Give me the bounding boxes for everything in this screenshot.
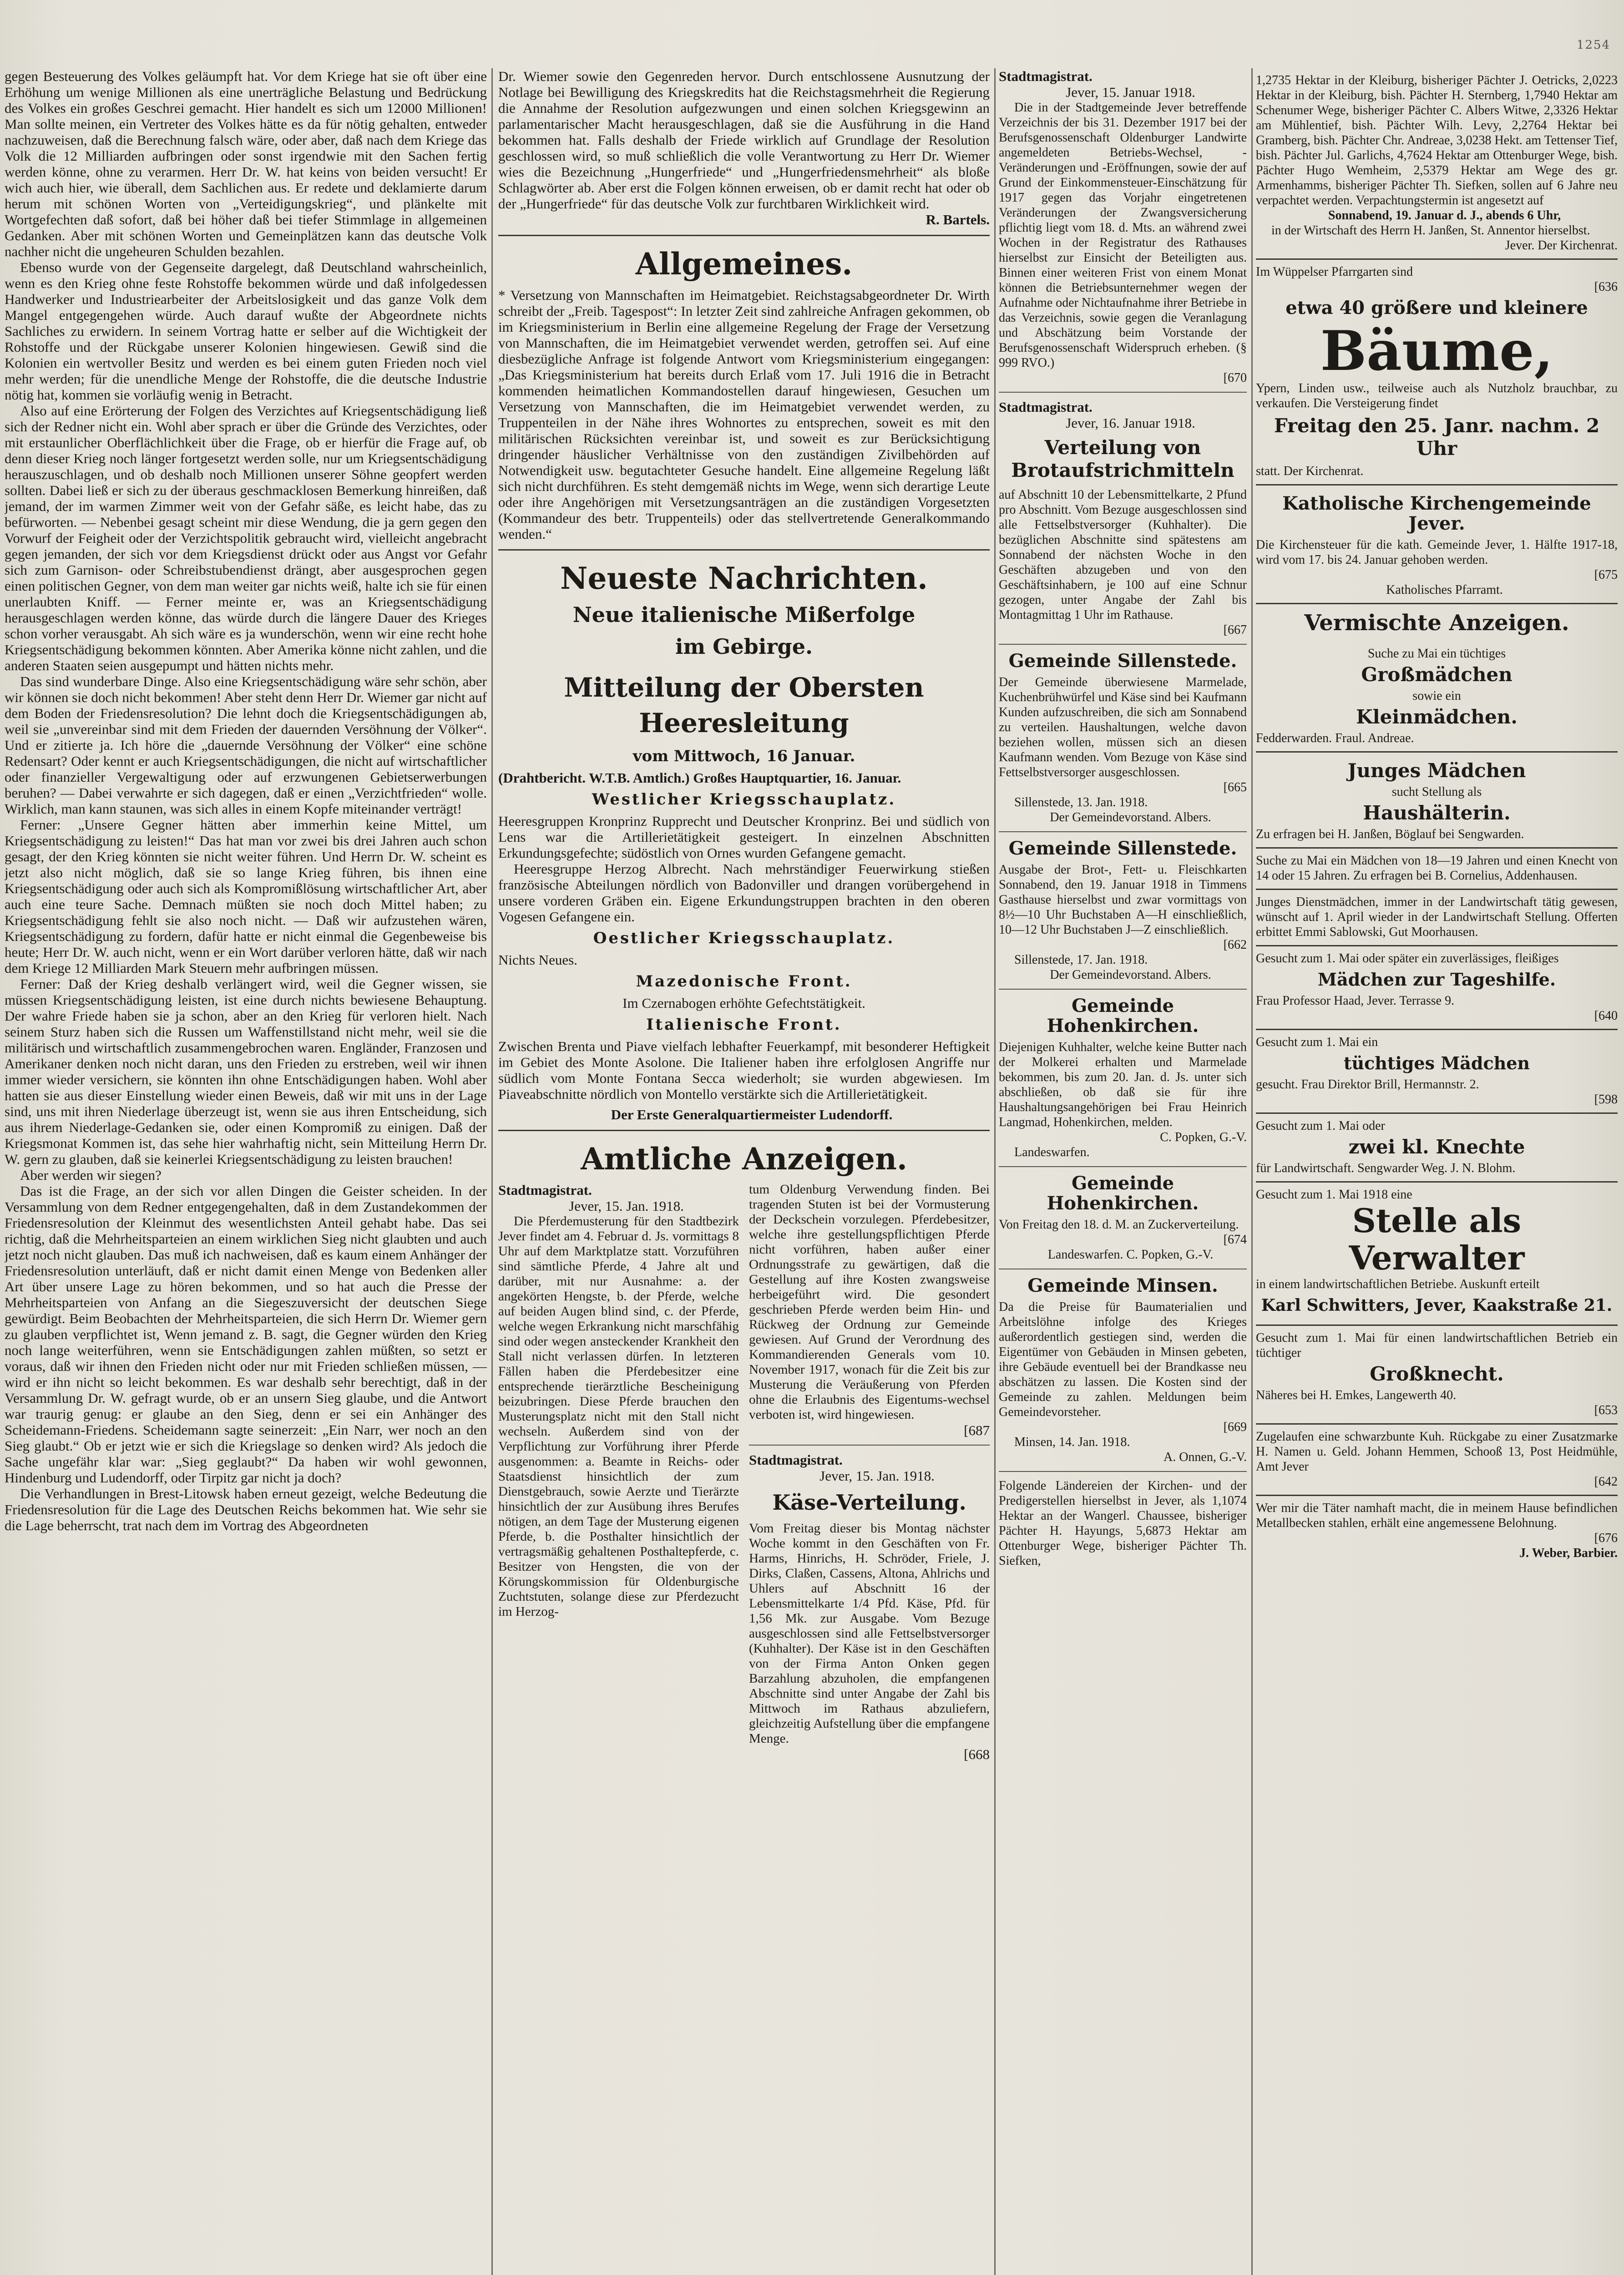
- section-title-vermischte: Vermischte Anzeigen.: [1304, 610, 1569, 636]
- classified-ad: [1256, 1114, 1618, 1183]
- notice-ref: [687: [964, 1422, 990, 1438]
- ad-signature: Jever. Der Kirchenrat.: [1505, 238, 1618, 253]
- front-report: Im Czernabogen erhöhte Gefechtstätigkeit.: [622, 995, 865, 1011]
- article-paragraph: Aber werden wir siegen?: [20, 1167, 162, 1183]
- divider: [999, 644, 1247, 645]
- ad-heading: Junges Mädchen: [1347, 759, 1526, 782]
- notice-title: Käse-Verteilung.: [772, 1490, 966, 1515]
- church-tax-ad: [1256, 485, 1618, 604]
- ad-heading: tüchtiges Mädchen: [1343, 1053, 1530, 1073]
- front-report: Heeresgruppe Herzog Albrecht. Nach mehrständiger Feuerwirkung stießen französische Abteilungen nördlich von Badonviller und drangen vorübergehend in unsere vorderen Gräben ein. Eigene Erkundungstruppen brachten in den oberen Vogesen Gefangene ein.: [498, 861, 990, 925]
- ad-signature: Fedderwarden. Fraul. Andreae.: [1256, 731, 1414, 745]
- article-paragraph: gegen Besteuerung des Volkes geläumpft hat. Vor dem Kriege hat sie oft über eine Erhöhung um wenige Millionen als eine unerträgliche Belastung und Bedrückung des Volkes ein großes Geschrei gemacht. Hier handelt es sich um 12000 Millionen! Man sollte meinen, ein Vertreter des Volkes hätte es da für nötig gehalten, entweder nachzuweisen, daß die Berechnung falsch wäre, oder aber, daß nach dem Kriege das Volk die 12 Milliarden aufbringen oder sonst irgendwie mit den Sachen fertig werden könne, ohne zu verarmen. Herr Dr. W. hat keins von beiden versucht! Er wich auch hier, wie überall, dem Sachlichen aus. Er redete und deklamierte darum herum mit schönen Worten von „Verteidigungskrieg“, und plänkelte mit Wortgefechten daß sofort, daß bei höher daß bei tiefer Stimmlage in allgemeinen Gedanken. Aber mit schönen Worten und Gemeinplätzen kann das deutsche Volk nachher nicht die ungeheuren Schulden bezahlen.: [5, 68, 487, 259]
- front-report: Nichts Neues.: [498, 952, 577, 968]
- ad-heading: Haushälterin.: [1363, 802, 1511, 824]
- article-paragraph: Ebenso wurde von der Gegenseite dargelegt, daß Deutschland wahrscheinlich, wenn es den Krieg ohne feste Rohstoffe bekommen würde und daß infolgedessen Handwerker und Industriearbeiter der Arbeitslosigkeit und das ganze Volk dem Mangel entgegengehen würde. Auch darauf wußte der Abgeordnete nichts Sachliches zu erwidern. In seinem Vortrag hatte er selber auf die Wichtigkeit der Rohstoffe und der Rückgabe unserer Kolonien hingewiesen. Gewiß sind die Kolonien ein wertvoller Besitz und werden es bei einem guten Frieden noch viel mehr werden; für die unendliche Menge der Rohstoffe, die die deutsche Industrie nötig hat, kommen sie vorläufig wenig in Betracht.: [5, 259, 487, 403]
- amtliche-right: [749, 1182, 990, 1762]
- article-paragraph: Ferner: „Unsere Gegner hätten aber immerhin keine Mittel, um Kriegsentschädigung zu leisten!“ Das hat man vor zwei bis drei Jahren auch schon gesagt, der den Krieg könnten sie nicht weiter führen. Und Herrn Dr. W. scheint es jetzt also nicht möglich, daß sie so lange Krieg führen, bis ihnen eine Kriegsentschädigung oder auch sich als Kompromißlösung wirtschaftlicher Art, aber auch eine teure Sache. Demnach müßten sie noch doch Mittel haben; zu Kriegsentschädigung fehlt sie also noch nicht. — Daß wir aufzustehen wären, Kriegsentschädigung zu fordern, dafür hatte er nicht einmal die Gegenbeweise bis heute; Herr Dr. W. auch nicht, wenn er ein Wort darüber verloren hätte, daß wir nach dem Kriege 12 Milliarden Mark Steuern mehr aufbringen müssen.: [5, 817, 487, 976]
- ad-text: Die Kirchensteuer für die kath. Gemeinde Jever, 1. Hälfte 1917-18, wird vom 17. bis 24. Januar gehoben werden.: [1256, 538, 1618, 567]
- allgemeines-text: * Versetzung von Mannschaften im Heimatgebiet. Reichstagsabgeordneter Dr. Wirth schreibt der „Freib. Tagespost“: In letzter Zeit sind zahlreiche Anfragen gekommen, ob im Kriegsministerium in Berlin eine allgemeine Regelung der Frage der Versetzung von Mannschaften, die im Heimatgebiet verwendet werden, getroffen sei. Auf eine diesbezügliche Anfrage ist folgende Antwort vom Kriegsministerium eingegangen: „Das Kriegsministerium hat bereits durch Erlaß vom 17. Juli 1916 die in Betracht kommenden heimatlichen Kommandostellen darauf hingewiesen, Gesuchen um Versetzung von Mannschaften, die im Heimatgebiet verwendet werden, zu Truppenteilen in der Nähe ihres Wohnortes zu entsprechen, soweit es mit den militärischen Rücksichten vereinbar ist, und soweit es zur Berücksichtigung dringender häuslicher Verhältnisse von den zuständigen Zivilbehörden auf Notwendigkeit usw. begutachteter Gesuche handelt. Eine allgemeine Regelung läßt sich nicht durchführen. Es steht demgemäß nichts im Wege, wenn sich derartige Leute oder ihre Angehörigen mit Versetzungsanträgen an die zuständigen Vorgesetzten (Kommandeur des betr. Truppenteils) oder das stellvertretende Generalkommando wenden.“: [498, 287, 990, 542]
- ad-big-word: Stelle als: [1352, 1201, 1522, 1240]
- notice-text: Da die Preise für Baumaterialien und Arbeitslöhne infolge des Krieges außerordentlich gestiegen sind, werden die Eigentümer von Gebäuden in Minsen gebeten, ihre Gebäude eventuell bei der Brandkasse neu abschätzen zu lassen. Die Kosten sind der Gemeinde zu zahlen. Meldungen beim Gemeindevorsteher.: [999, 1300, 1247, 1419]
- notice-text: Folgende Ländereien der Kirchen- und der Predigerstellen hierselbst in Jever, als 1,1074 Hektar an der Wangerl. Chaussee, bisheriger Pächter H. Hayungs, 5,6873 Hektar am Ottenburger Wege, bisheriger Pächter Th. Siefken,: [999, 1479, 1247, 1568]
- ohl-title: Mitteilung der Obersten Heeresleitung: [564, 672, 924, 738]
- notice-header: Stadtmagistrat.: [999, 399, 1093, 415]
- notice-text: Diejenigen Kuhhalter, welche keine Butter nach der Molkerei erhalten und Marmelade bekommen, bis zum 20. Jan. d. Js. unter sich abschließen, ob daß sie für ihre Haushaltungsangehörigen bei Frau Heinrich Langmad, Hohenkirchen, melden.: [999, 1040, 1247, 1129]
- notice-signature: Landeswarfen. C. Popken, G.-V.: [1047, 1248, 1214, 1262]
- notice-date: Jever, 15. Jan. 1918.: [820, 1468, 935, 1484]
- notice-header: Stadtmagistrat.: [749, 1452, 843, 1468]
- ad-signature: J. Weber, Barbier.: [1519, 1546, 1618, 1560]
- notice-title: Gemeinde Minsen.: [1027, 1275, 1218, 1296]
- notice-place: Landeswarfen.: [1014, 1145, 1090, 1159]
- notice-date: Jever, 16. Januar 1918.: [1066, 415, 1195, 431]
- section-title-neueste: Neueste Nachrichten.: [560, 561, 928, 596]
- notice-signature: A. Onnen, G.-V.: [1163, 1450, 1247, 1464]
- notice-text: Der Gemeinde überwiesene Marmelade, Kuchenbrühwürfel und Käse sind bei Kaufmann Kunden aufzuschreiben, die sich am Sonnabend zu verteilen. Haushaltungen, welche davon beziehen wollen, müssen sich an diesen Kaufmann wenden. Vom Bezuge von Käse sind Fettselbstversorger ausgeschlossen.: [999, 675, 1247, 779]
- ad-signature: Frau Professor Haad, Jever. Terrasse 9.: [1256, 994, 1455, 1008]
- column-1-article: [5, 68, 487, 2275]
- notice-header: Stadtmagistrat.: [999, 68, 1093, 84]
- section-title-allgemeines: Allgemeines.: [635, 246, 853, 282]
- ad-heading: Kleinmädchen.: [1356, 706, 1518, 728]
- ad-signature: Zu erfragen bei H. Janßen, Böglauf bei Sengwarden.: [1256, 827, 1524, 841]
- ad-text: Suche zu Mai ein tüchtiges: [1367, 647, 1506, 661]
- ad-text: 1,2735 Hektar in der Kleiburg, bisheriger Pächter J. Oetricks, 2,0223 Hektar in der Kleiburg, bish. Pächter H. Sternberg, 1,7940 Hektar am Schenumer Wege, bisheriger Pächter C. Albers Witwe, 2,3326 Hektar am Mühlentief, bish. Pächter Wilh. Levy, 2,2764 Hektar bei Gramberg, bish. Pächter Chr. Andreae, 3,0238 Hekt. am Tettenser Tief, bish. Pächter Jul. Garlichs, 4,7624 Hektar am Ottenburger Wege, bish. Pächter Hugo Wemheim, 2,5379 Hektar am Wege des gr. Armenhamms, bisheriger Pächter Th. Siefken, sollen auf 6 Jahre neu verpachtet werden. Verpachtungstermin ist angesetzt auf: [1256, 73, 1618, 207]
- ad-ref: [642: [1594, 1475, 1618, 1489]
- notice-date: Sillenstede, 17. Jan. 1918.: [1014, 953, 1148, 967]
- divider: [999, 1471, 1247, 1472]
- notice-signature: Der Gemeindevorstand. Albers.: [1050, 810, 1211, 824]
- divider: [498, 549, 990, 551]
- classified-ad: [1256, 642, 1618, 753]
- amtliche-columns: [498, 1182, 990, 1762]
- ad-text: Zugelaufen eine schwarzbunte Kuh. Rückgabe zu einer Zusatzmarke H. Namen u. Geld. Johann Hemmen, Schooß 13, Post Heidmühle, Amt Jever: [1256, 1430, 1618, 1474]
- ad-emphasis: Karl Schwitters, Jever, Kaakstraße 21.: [1261, 1296, 1613, 1315]
- front-title: Mazedonische Front.: [636, 972, 852, 991]
- ad-ref: [675: [1594, 568, 1618, 582]
- lease-ad: [1256, 68, 1618, 260]
- notice-ref: [668: [964, 1746, 990, 1762]
- ohl-signature: Der Erste Generalquartiermeister Ludendorff.: [611, 1107, 893, 1122]
- ohl-dateline: (Drahtbericht. W.T.B. Amtlich.) Großes Hauptquartier, 16. Januar.: [498, 770, 901, 786]
- ad-big-word: Verwalter: [1349, 1239, 1525, 1277]
- section-title-amtliche: Amtliche Anzeigen.: [581, 1141, 907, 1177]
- ad-text: Junges Dienstmädchen, immer in der Landwirtschaft tätig gewesen, wünscht auf 1. April wieder in der Landwirtschaft Stellung. Offerten erbittet Emmi Sablowski, Gut Moorhausen.: [1256, 895, 1618, 939]
- classified-ad: [1256, 946, 1618, 1030]
- trees-ad: [1256, 260, 1618, 485]
- ad-emphasis: Sonnabend, 19. Januar d. J., abends 6 Uhr,: [1328, 208, 1561, 222]
- notice-title: Gemeinde Hohenkirchen.: [1047, 1173, 1199, 1214]
- column-rule: [994, 68, 996, 2275]
- notice-ref: [670: [1223, 371, 1247, 385]
- notice-title: Verteilung von Brotaufstrichmitteln: [1011, 436, 1234, 481]
- ohl-date: vom Mittwoch, 16 Januar.: [632, 747, 855, 765]
- ad-ref: [676: [1594, 1531, 1618, 1545]
- ad-heading: zwei kl. Knechte: [1348, 1136, 1525, 1158]
- page-number: 1254: [1576, 38, 1610, 52]
- notice-signature: Der Gemeindevorstand. Albers.: [1050, 968, 1211, 982]
- notice-ref: [674: [1223, 1233, 1247, 1247]
- notice-text: auf Abschnitt 10 der Lebensmittelkarte, 2 Pfund pro Abschnitt. Vom Bezuge ausgeschlossen sind alle Fettselbstversorger (Kuhhalter). Die bezüglichen Abschnitte sind spätestens am Sonnabend der nächsten Woche in den Geschäften abzugeben und von den Geschäftsinhabern, je 100 auf eine Schnur gezogen, unter Angabe der Zahl bis Montagmittag 1 Uhr im Rathause.: [999, 488, 1247, 622]
- column-2: [498, 68, 990, 2275]
- notice-date: Sillenstede, 13. Jan. 1918.: [1014, 795, 1148, 809]
- front-title: Westlicher Kriegsschauplatz.: [592, 790, 896, 809]
- ad-text: Im Wüppelser Pfarrgarten sind: [1256, 265, 1413, 279]
- ad-text: für Landwirtschaft. Sengwarder Weg. J. N. Blohm.: [1256, 1161, 1516, 1175]
- notice-date: Minsen, 14. Jan. 1918.: [1014, 1435, 1130, 1449]
- article-paragraph: Also auf eine Erörterung der Folgen des Verzichtes auf Kriegsentschädigung ließ sich der Redner nicht ein. Wohl aber sprach er über die Gründe des Verzichtes, oder mit erstaunlicher Oberflächlichkeit über die Frage, ob er hierfür die Frage auf, ob denn dieser Krieg noch länger fortgesetzt werden solle, nur um Kriegsentschädigung herauszuschlagen, und ob deshalb noch Millionen unserer Söhne geopfert werden sollten. Dabei ließ er sich zu der überaus geschmacklosen Bemerkung hinreißen, daß jemand, der im warmen Zimmer weit von der Gefahr säße, es leicht habe, das zu befürworten. — Nebenbei gesagt scheint mir diese Wendung, die ja gern gegen den Vorwurf der Feigheit oder der Verzichtspolitik gebraucht wird, vielleicht angebracht gegen jemanden, der sich vor dem Kriegsdienst drückt oder aus Angst vor Gefahr sich zum Garnison- oder Schreibstubendienst drängt, aber ausgesprochen gegen einen politischen Gegner, von dem man weiter gar nichts weiß, halte ich sie für einen unerlaubten Kniff. — Ferner meinte er, was an Kriegsentschädigung herausgeschlagen werden könne, das würde durch die längere Dauer des Krieges schon vorher verausgabt. Ah sich wäre es ja wunderschön, wenn wir eine recht hohe Kriegsentschädigung bekommen könnten. Aber Amerika könne nicht zahlen, und die anderen Staaten seien ausgepumpt und hätten nichts mehr.: [5, 403, 487, 673]
- notice-ref: [665: [1223, 780, 1247, 794]
- front-title: Oestlicher Kriegsschauplatz.: [593, 929, 895, 947]
- notice-date: Jever, 15. Jan. 1918.: [569, 1198, 684, 1214]
- ad-text: Gesucht zum 1. Mai oder später ein zuverlässiges, fleißiges: [1256, 951, 1559, 966]
- article-paragraph: Ferner: Daß der Krieg deshalb verlängert wird, weil die Gegner wissen, sie müssen Kriegsentschädigung leisten, ist eine durch nichts bewiesene Behauptung. Der wahre Friede haben sie ja schon, aber an den Krieg für verloren hielt. Nach seinem Sturz haben sich die Russen um Waffenstillstand nicht mehr, weil sie die militärisch und wirtschaftlich zusammengebrochen waren. Engländer, Franzosen und Amerikaner denken noch nicht daran, uns den Frieden zu erstreben, weil wir ihnen immer wieder versichern, sie könnten ihn ohne Entschädigungen haben. Wohl aber hatten sie aus dieser Einstellung wieder einen Beweis, daß wir mit uns in der Lage sind, uns mit ihren Niederlage überzeugt ist, wenn sie aus ihren Entscheidung, sich aus ihrem Niederlage-Gedanken sie, oder einen Kompromiß zu einigen. Daß der Kriegsmonat Kommen ist, das sehe hier wahrhaftig nicht, sein Mitteilung Herrn Dr. W. gern zu glauben, daß sie keinerlei Kriegsentschädigung zu leisten brauchen!: [5, 976, 487, 1167]
- ad-heading: Großmädchen: [1361, 663, 1513, 686]
- front-report: Heeresgruppen Kronprinz Rupprecht und Deutscher Kronprinz. Bei und südlich von Lens war die Artillerietätigkeit gesteigert. In einzelnen Abschnitten Erkundungsgefechte; südöstlich von Ornes wurden Gefangene gemacht.: [498, 813, 990, 861]
- divider: [999, 1166, 1247, 1167]
- classified-ad: [1256, 1030, 1618, 1114]
- notice-signature: C. Popken, G.-V.: [1160, 1130, 1247, 1144]
- classified-ad: [1256, 1326, 1618, 1425]
- ad-text: sucht Stellung als: [1391, 785, 1482, 799]
- column-rule: [491, 68, 493, 2275]
- article-paragraph: Das sind wunderbare Dinge. Also eine Kriegsentschädigung wäre sehr schön, aber wir können sie doch nicht bekommen! Aber steht denn Herr Dr. Wiemer gar nicht auf dem Boden der Friedensresolution? Die lehnt doch die Kriegsentschädigungen ab, weil sie „unvereinbar sind mit dem Frieden der dauernden Versöhnung der Völker“. Und er zitierte ja. Ich höre die „dauernde Versöhnung der Völker“ eine schöne Redensart? Oder kennt er auch Kriegsentschädigungen, die nicht auf wirtschaftlicher oder finanzieller Vergewaltigung oder auf erzwungenen Gebietserwerbungen beruhen? — Dabei verwahrte er sich dagegen, daß er einen „Verzichtfrieden“ wolle. Wirklich, man kann staunen, was sich alles in einem Kopfe miteinander verträgt!: [5, 673, 487, 817]
- ad-heading: Großknecht.: [1370, 1363, 1504, 1385]
- classified-ad: [1256, 1496, 1618, 1566]
- notice-ref: [662: [1223, 938, 1247, 952]
- notice-title: Gemeinde Sillenstede.: [1008, 650, 1237, 672]
- ad-text: Gesucht zum 1. Mai für einen landwirtschaftlichen Betrieb ein tüchtiger: [1256, 1331, 1618, 1360]
- ad-ref: [636: [1594, 280, 1618, 294]
- front-title: Italienische Front.: [646, 1016, 842, 1034]
- article-signature: R. Bartels.: [926, 212, 990, 228]
- ad-text: statt. Der Kirchenrat.: [1256, 464, 1364, 478]
- ad-text: in einem landwirtschaftlichen Betriebe. Auskunft erteilt: [1256, 1277, 1540, 1291]
- ad-signature: Näheres bei H. Emkes, Langewerth 40.: [1256, 1388, 1457, 1402]
- ad-ref: [598: [1594, 1092, 1618, 1107]
- ad-big-word: Bäume,: [1320, 319, 1553, 383]
- front-report: Zwischen Brenta und Piave vielfach lebhafter Feuerkampf, mit besonderer Heftigkeit im Gebiet des Monte Asolone. Die Italiener haben ihre erfolglosen Angriffe nur südlich vom Monte Fontana Secca wiederholt; sie wurden abgewiesen. Im Piaveabschnitte nördlich von Montello verstärkte sich die Artillerietätigkeit.: [498, 1038, 990, 1102]
- ad-heading: Katholische Kirchengemeinde Jever.: [1282, 493, 1591, 534]
- divider: [749, 1445, 990, 1446]
- notice-date: Jever, 15. Januar 1918.: [1066, 84, 1195, 100]
- ad-heading: Mädchen zur Tageshilfe.: [1317, 969, 1556, 990]
- notice-text: Vom Freitag dieser bis Montag nächster Woche kommt in den Geschäften von Fr. Harms, Hinrichs, H. Schröder, Friele, J. Dirks, Claßen, Cassens, Altona, Ahlrichs und Uhlers auf Abschnitt 16 der Lebensmittelkarte 1/4 Pfd. Käse, Pfd. für 1,56 Mk. zur Ausgabe. Vom Bezuge ausgeschlossen sind alle Fettselbstversorger (Kuhhalter). Der Käse ist in den Geschäften von der Firma Anton Onken gegen Barzahlung abzuholen, die empfangenen Abschnitte sind unter Angabe der Zahl bis Mittwoch im Rathaus abzuliefern, gleichzeitig Aufstellung über die empfangene Menge.: [749, 1521, 990, 1746]
- divider: [999, 831, 1247, 832]
- notice-text: Die in der Stadtgemeinde Jever betreffende Verzeichnis der bis 31. Dezember 1917 bei der Berufsgenossenschaft Oldenburger Landwirte angemeldeten Betriebs-Wechsel, -Veränderungen und -Eröffnungen, sowie der auf Grund der Einkommensteuer-Einschätzung für 1917 gegen das Vorjahr eingetretenen Veränderungen der Zwangsversicherung pflichtig liegt vom 18. d. Mts. an während zwei Wochen in der Registratur des Rathauses hierselbst zur Einsicht der Beteiligten aus. Binnen einer weiteren Frist von einem Monat können die Betriebsunternehmer wegen der Aufnahme oder Nichtaufnahme ihrer Betriebe in das Verzeichnis, sowie gegen die Veranlagung und Abschätzung beim Vorstande der Berufsgenossenschaft Widerspruch erheben. (§ 999 RVO.): [999, 101, 1247, 370]
- ad-text: Wer mir die Täter namhaft macht, die in meinem Hause befindlichen Metallbecken stahlen, erhält eine angemessene Belohnung.: [1256, 1501, 1618, 1530]
- ad-heading: etwa 40 größere und kleinere: [1285, 297, 1588, 318]
- classified-ad: [1256, 1183, 1618, 1326]
- ad-ref: [653: [1594, 1403, 1618, 1417]
- classified-ad: [1256, 1425, 1618, 1496]
- ad-ref: [640: [1594, 1009, 1618, 1023]
- notice-ref: [667: [1223, 623, 1247, 637]
- column-4-ads: [1256, 68, 1618, 2275]
- ad-text: Gesucht zum 1. Mai oder: [1256, 1119, 1385, 1133]
- classified-ad: [1256, 753, 1618, 849]
- ad-text: in der Wirtschaft des Herrn H. Janßen, St. Annentor hierselbst.: [1271, 223, 1590, 238]
- headline: Neue italienische Mißerfolge: [572, 602, 916, 627]
- notice-text: Ausgabe der Brot-, Fett- u. Fleischkarten Sonnabend, den 19. Januar 1918 in Timmens Gasthause hierselbst und zwar vormittags von 8½—10 Uhr Buchstaben A—H einschließlich, 10—12 Uhr Buchstaben J—Z einschließlich.: [999, 863, 1247, 937]
- ad-text: Ypern, Linden usw., teilweise auch als Nutzholz brauchbar, zu verkaufen. Die Versteigerung findet: [1256, 381, 1618, 410]
- ad-text: sowie ein: [1412, 689, 1461, 703]
- column-3-notices: [999, 68, 1247, 2275]
- divider: [498, 235, 990, 236]
- notice-text: Die Pferdemusterung für den Stadtbezirk Jever findet am 4. Februar d. Js. vormittags 8 Uhr auf dem Marktplatze statt. Vorzuführen sind sämtliche Pferde, 4 Jahre alt und darüber, mit nur Ausnahme: a. der angekörten Hengste, b. der Pferde, welche auf beiden Augen blind sind, c. der Pferde, welche wegen Erkrankung nicht marschfähig sind oder wegen ansteckender Krankheit den Stall nicht verlassen dürfen. In letzteren Fällen haben die Pferdebesitzer eine entsprechende tierärztliche Bescheinigung beizubringen. Diese Pferde brauchen den Musterungsplatz nicht mit den Stall nicht wechseln. Außerdem sind von der Verpflichtung zur Vorführung ihrer Pferde ausgenommen: a. Beamte in Reichs- oder Staatsdienst hinsichtlich der zum Dienstgebrauch, sowie Aerzte und Tierärzte hinsichtlich der zur Ausübung ihres Berufes nötigen, an dem Tage der Musterung eigenen Pferde, b. die Posthalter hinsichtlich der vertragsmäßig gehaltenen Posthaltepferde, c. Besitzer von Hengsten, die von der Körungskommission für Oldenburgische Zuchtstuten, solange diese zur Pferdezucht im Herzog-: [498, 1214, 739, 1619]
- notice-title: Gemeinde Sillenstede.: [1008, 838, 1237, 859]
- divider: [999, 392, 1247, 393]
- ad-signature: Katholisches Pfarramt.: [1386, 583, 1503, 597]
- notice-ref: [669: [1223, 1420, 1247, 1434]
- article-paragraph: Das ist die Frage, an der sich vor allen Dingen die Geister scheiden. In der Versammlung von dem Redner entgegengehalten, daß in dem Zustandekommen der Friedensresolution der Kleinmut des wesentlichsten Anteil gehabt habe. Das sei richtig, daß die Mehrheitsparteien an einem wirklichen Sieg nicht glaubten und auch jetzt noch nicht glauben. Das muß ich nachweisen, daß es kaum einem Anhänger der Friedensresolution unterläuft, daß er nicht damit einen Menge von Bedenken aller Art über unsere Lage zu hören bekommen, und so hat auch die Presse der Mehrheitsparteien von Anfang an die Siegeszuversicht der deutschen Siege gewürdigt. Beim Beobachten der Mehrheitsparteien, die sich Herrn Dr. Wiemer gern zu glauben verpflichtet ist, Wenn jemand z. B. sagt, die Gegner würden den Krieg noch lange weiterführen, wenn sie Entschädigungen zahlen müßten, so setzt er voraus, daß wir ihnen den Frieden nicht oder nur mit Frieden schließen müssen, — wird er ihn nicht so leicht bekommen. Es war deshalb sehr berechtigt, daß in der Versammlung Dr. W. gefragt wurde, ob er an unsern Sieg glaube, und die Antwort war traurig genug: er glaube an den Sieg, denn er sei ein Anhänger des Scheidemann-Friedens. Scheidemann sagte seinerzeit: „Ein Narr, wer noch an den Sieg glaubt.“ Ob er jetzt wie er sich die Kriegslage so denken wird? Als jedoch die Sache ungefähr klar war: „Sieg geglaubt?“ Da haben wir wohl gewonnen, Hindenburg und Ludendorff, oder Tirpitz gar nicht ja doch?: [5, 1183, 487, 1486]
- column-rule: [1251, 68, 1253, 2275]
- ad-text: Suche zu Mai ein Mädchen von 18—19 Jahren und einen Knecht von 14 oder 15 Jahren. Zu erfragen bei B. Cornelius, Addenhausen.: [1256, 854, 1618, 883]
- ad-text: Gesucht zum 1. Mai 1918 eine: [1256, 1188, 1412, 1202]
- notice-text: tum Oldenburg Verwendung finden. Bei tragenden Stuten ist bei der Vormusterung der Deckschein vorzulegen. Pferdebesitzer, welche ihre gestellungspflichtigen Pferde nicht vorführen, haben außer einer Ordnungsstrafe zu gewärtigen, daß die Gestellung auf ihre Kosten zwangsweise herbeigeführt wird. Die gesondert geschrieben Pferde werden beim Hin- und Rückweg der Ordnung zur Gemeinde gewiesen. Auf Grund der Verordnung des Kommandierenden Generals vom 10. November 1917, wonach für die Zeit bis zur Musterung die Veräußerung von Pferden ohne die Erlaubnis des Eigentums-wechsel verboten ist, wird hingewiesen.: [749, 1182, 990, 1422]
- classified-ad: [1256, 849, 1618, 890]
- notice-header: Stadtmagistrat.: [498, 1182, 592, 1198]
- divider: [498, 1130, 990, 1131]
- classified-ad: [1256, 890, 1618, 946]
- headline: im Gebirge.: [675, 634, 813, 659]
- article-continuation: Dr. Wiemer sowie den Gegenreden hervor. Durch entschlossene Ausnutzung der Notlage bei Bewilligung des Kriegskredits hat die Reichstagsmehrheit die Regierung die Annahme der Resolution aufgezwungen und einen solchen Kriegsgewinn an parlamentarischer Macht herausgeschlagen, daß sie die Ausführung in die Hand bekommen hat. Falls deshalb der Friede wirklich auf Grundlage der Resolution geschlossen wird, so muß schließlich die volle Verantwortung zu Herr Dr. Wiemer wies die Bezeichnung „Hungerfriede“ und „Hungerfriedensmehrheit“ als bloße Schlagwörter ab. Aber erst die Folgen können erweisen, ob er damit recht hat oder ob der „Hungerfriede“ für das deutsche Volk zur furchtbaren Wirklichkeit wird.: [498, 68, 990, 212]
- notice-title: Gemeinde Hohenkirchen.: [1047, 995, 1199, 1036]
- article-paragraph: Die Verhandlungen in Brest-Litowsk haben erneut gezeigt, welche Bedeutung die Friedensresolution für die Lage des Deutschen Reichs bekommen hat. Wie sehr sie die Lage beherrscht, trat nach dem im Vortrag des Abgeordneten: [5, 1486, 487, 1533]
- divider: [999, 989, 1247, 990]
- notice-text: Von Freitag den 18. d. M. an Zuckerverteilung.: [999, 1218, 1239, 1232]
- ad-signature: gesucht. Frau Direktor Brill, Hermannstr. 2.: [1256, 1077, 1479, 1092]
- ad-text: Gesucht zum 1. Mai ein: [1256, 1035, 1378, 1049]
- ad-emphasis: Freitag den 25. Janr. nachm. 2 Uhr: [1274, 415, 1600, 460]
- amtliche-left: [498, 1182, 739, 1762]
